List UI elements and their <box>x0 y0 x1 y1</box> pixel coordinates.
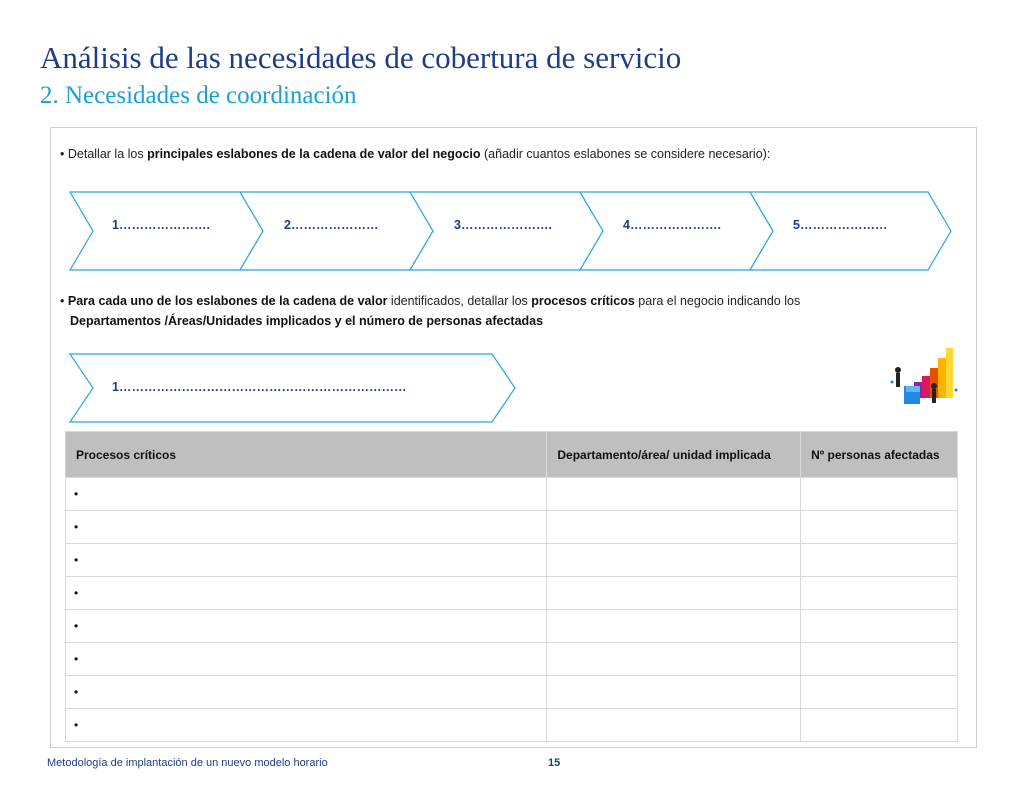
table-row <box>66 478 958 511</box>
bullet: • <box>60 294 65 308</box>
table-cell[interactable] <box>547 544 801 577</box>
instruction-bold-3: Departamentos /Áreas/Unidades implicados y el número de personas afectadas <box>70 314 544 328</box>
table-row <box>66 577 958 610</box>
table-cell[interactable] <box>547 610 801 643</box>
instruction-text-1: identificados, detallar los <box>387 294 532 308</box>
column-header-people: Nº personas afectadas <box>801 432 958 478</box>
table-row <box>66 511 958 544</box>
table-cell[interactable] <box>547 577 801 610</box>
column-header-department: Departamento/área/ unidad implicada <box>547 432 801 478</box>
table-cell[interactable] <box>801 676 958 709</box>
instruction-text-end: (añadir cuantos eslabones se considere necesario): <box>480 147 771 161</box>
instruction-bold-1: Para cada uno de los eslabones de la cadena de valor <box>67 294 388 308</box>
table-cell[interactable]: • <box>66 709 547 742</box>
chain-label-3: 3…………………. <box>454 218 552 232</box>
critical-processes-table <box>65 431 958 742</box>
table-cell[interactable] <box>801 478 958 511</box>
instruction-bold-2: procesos críticos <box>531 294 635 308</box>
table-cell[interactable] <box>801 511 958 544</box>
table-cell[interactable]: • <box>66 511 547 544</box>
table-cell[interactable] <box>801 709 958 742</box>
table-row <box>66 709 958 742</box>
page-title: Análisis de las necesidades de cobertura de servicio <box>40 40 682 75</box>
table-header-row <box>66 432 958 478</box>
chain-label-2: 2………………… <box>284 218 379 232</box>
process-arrow-label: 1…………………………………………………………… <box>112 380 407 394</box>
table-cell[interactable] <box>801 577 958 610</box>
footer-text: Metodología de implantación de un nuevo modelo horario <box>47 757 328 769</box>
bullet: • <box>60 147 65 161</box>
table-row <box>66 676 958 709</box>
table-cell[interactable] <box>801 643 958 676</box>
instruction-text-2: para el negocio indicando los <box>634 294 801 308</box>
chain-label-5: 5………………… <box>793 218 888 232</box>
table-cell[interactable] <box>547 511 801 544</box>
table-cell[interactable] <box>547 709 801 742</box>
table-row <box>66 544 958 577</box>
instruction-text-start: Detallar la los <box>67 147 148 161</box>
table-cell[interactable]: • <box>66 643 547 676</box>
page-number: 15 <box>548 757 561 769</box>
table-cell[interactable]: • <box>66 577 547 610</box>
table-row <box>66 643 958 676</box>
people-building-blocks-icon <box>888 346 960 415</box>
chain-label-1: 1…………………. <box>112 218 210 232</box>
table-cell[interactable]: • <box>66 676 547 709</box>
table-cell[interactable]: • <box>66 544 547 577</box>
table-cell[interactable]: • <box>66 478 547 511</box>
table-cell[interactable] <box>547 643 801 676</box>
chain-label-4: 4…………………. <box>623 218 721 232</box>
column-header-processes: Procesos críticos <box>66 432 547 478</box>
instruction-processes <box>60 291 958 331</box>
table-cell[interactable] <box>547 676 801 709</box>
table-cell[interactable] <box>547 478 801 511</box>
table-cell[interactable]: • <box>66 610 547 643</box>
table-cell[interactable] <box>801 610 958 643</box>
table-row <box>66 610 958 643</box>
table-cell[interactable] <box>801 544 958 577</box>
page-subtitle: 2. Necesidades de coordinación <box>40 82 357 109</box>
instruction-bold: principales eslabones de la cadena de valor del negocio <box>147 147 481 161</box>
